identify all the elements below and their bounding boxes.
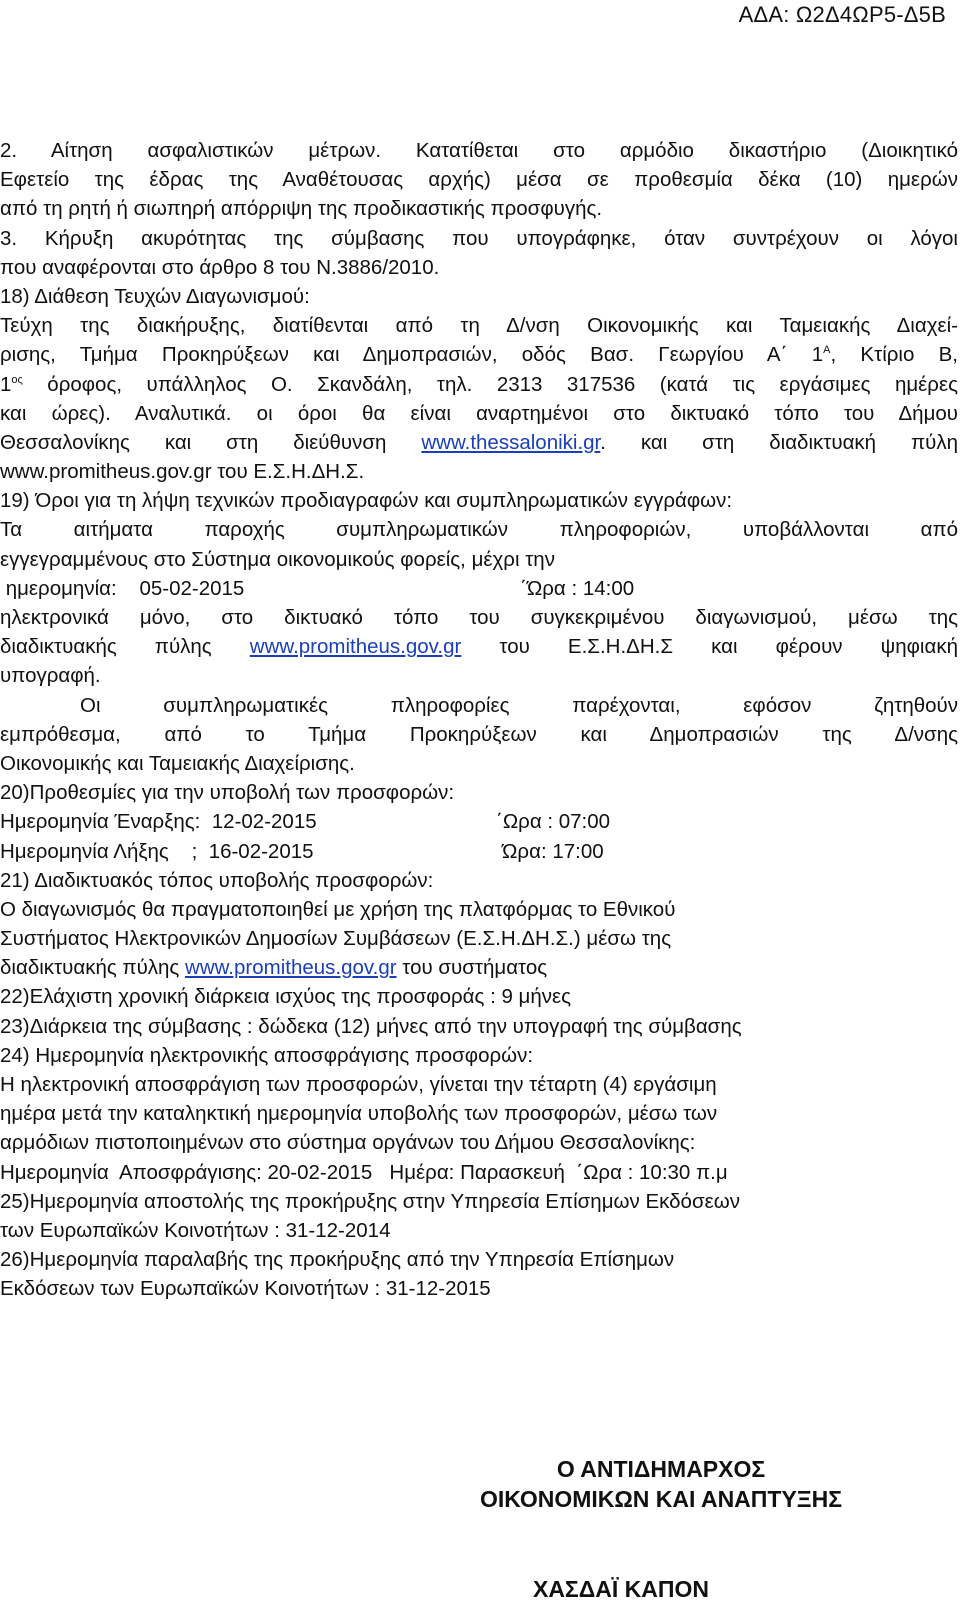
ada-code: ΑΔΑ: Ω2Δ4ΩΡ5-Δ5Β	[738, 2, 946, 27]
text-line: εγγεγραμμένους στο Σύστημα οικονομικούς φορείς, μέχρι την	[0, 547, 555, 571]
text-line	[0, 340, 958, 369]
superscript: ος	[11, 373, 23, 386]
text-line	[0, 632, 958, 661]
section-23-text: 23)Διάρκεια της σύμβασης : δώδεκα (12) μήνες από την υπογραφή της σύμβασης	[0, 1014, 742, 1038]
section-24-heading: 24) Ημερομηνία ηλεκτρονικής αποσφράγισης προσφορών:	[0, 1043, 534, 1067]
text-line: εμπρόθεσμα, από το Τμήμα Προκηρύξεων και Δημοπρασιών της Δ/νσης	[0, 722, 958, 746]
text-line	[0, 428, 958, 457]
section-21-heading: 21) Διαδικτυακός τόπος υποβολής προσφορών:	[0, 868, 434, 892]
text-fragment: του συστήματος	[396, 956, 548, 980]
start-date: Ημερομηνία Έναρξης: 12-02-2015	[0, 810, 317, 834]
text-fragment: ρισης, Τμήμα Προκηρύξεων και Δημοπρασιών, οδός Βασ. Γεωργίου Α΄ 1	[0, 343, 824, 367]
text-line: Η ηλεκτρονική αποσφράγιση των προσφορών, γίνεται την τέταρτη (4) εργάσιμη	[0, 1073, 717, 1096]
text-line: των Ευρωπαϊκών Κοινοτήτων : 31-12-2014	[0, 1218, 391, 1242]
text-line: ημέρα μετά την καταληκτική ημερομηνία υποβολής των προσφορών, μέσω των	[0, 1102, 718, 1126]
text-line: που αναφέρονται στο άρθρο 8 του Ν.3886/2010.	[0, 255, 440, 279]
text-line: Τεύχη της διακήρυξης, διατίθενται από τη Δ/νση Οικονομικής και Ταμειακής Διαχεί-	[0, 314, 958, 338]
text-line: ηλεκτρονικά μόνο, στο δικτυακό τόπο του συγκεκριμένου διαγωνισμού, μέσω της	[0, 606, 958, 629]
thessaloniki-link[interactable]: www.thessaloniki.gr	[421, 430, 601, 454]
text-line: Οι συμπληρωματικές πληροφορίες παρέχονται, εφόσον ζητηθούν	[80, 693, 958, 717]
text-line: Ο διαγωνισμός θα πραγματοποιηθεί με χρήση της πλατφόρμας το Εθνικού	[0, 897, 676, 921]
text-fragment: όροφος, υπάλληλος Ο. Σκανδάλη, τηλ. 2313 317536 (κατά τις εργάσιμες ημέρες	[22, 372, 958, 396]
text-fragment: Θεσσαλονίκης και στη διεύθυνση	[0, 430, 422, 454]
text-fragment: , Κτίριο Β,	[830, 343, 958, 367]
text-line: αρμόδιων πιστοποιημένων στο σύστημα οργάνων του Δήμου Θεσσαλονίκης:	[0, 1131, 696, 1155]
end-date: Ημερομηνία Λήξης ; 16-02-2015	[0, 839, 314, 863]
text-line	[0, 574, 958, 603]
section-25-text: 25)Ημερομηνία αποστολής της προκήρυξης στην Υπηρεσία Επίσημων Εκδόσεων	[0, 1189, 740, 1213]
text-line: Εφετείο της έδρας της Αναθέτουσας αρχής) μέσα σε προθεσμία δέκα (10) ημερών	[0, 168, 958, 192]
text-line	[0, 807, 958, 836]
section-26-text: 26)Ημερομηνία παραλαβής της προκήρυξης από την Υπηρεσία Επίσημων	[0, 1248, 675, 1272]
text-line: και ώρες). Αναλυτικά. οι όροι θα είναι αναρτημένοι στο δικτυακό τόπο του Δήμου	[0, 401, 958, 425]
promitheus-link[interactable]: www.promitheus.gov.gr	[249, 635, 462, 659]
signature-title-line1: Ο ΑΝΤΙΔΗΜΑΡΧΟΣ	[556, 1456, 766, 1482]
text-line: 2. Αίτηση ασφαλιστικών μέτρων. Κατατίθεται στο αρμόδιο δικαστήριο (Διοικητικό	[0, 139, 958, 162]
signature-name: ΧΑΣΔΑΪ ΚΑΠΟΝ	[532, 1576, 709, 1602]
opening-date-line: Ημερομηνία Αποσφράγισης: 20-02-2015 Ημέρα: Παρασκευή ΄Ωρα : 10:30 π.μ	[0, 1160, 728, 1184]
text-line: Τα αιτήματα παροχής συμπληρωματικών πληροφοριών, υποβάλλονται από	[0, 518, 958, 542]
text-line	[0, 953, 958, 982]
promitheus-link[interactable]: www.promitheus.gov.gr	[185, 956, 397, 980]
text-line: Εκδόσεων των Ευρωπαϊκών Κοινοτήτων : 31-12-2015	[0, 1277, 491, 1301]
section-19-heading: 19) Όροι για τη λήψη τεχνικών προδιαγραφών και συμπληρωματικών εγγράφων:	[0, 489, 733, 513]
text-fragment: διαδικτυακής πύλης	[0, 635, 250, 659]
section-18-heading: 18) Διάθεση Τευχών Διαγωνισμού:	[0, 284, 310, 308]
text-fragment: . και στη διαδικτυακή πύλη	[600, 430, 958, 454]
signature-title	[436, 1454, 886, 1514]
section-20-heading: 20)Προθεσμίες για την υποβολή των προσφορών:	[0, 781, 455, 805]
section-22-text: 22)Ελάχιστη χρονική διάρκεια ισχύος της προσφοράς : 9 μήνες	[0, 985, 572, 1009]
text-line	[0, 837, 958, 866]
text-line: από τη ρητή ή σιωπηρή απόρριψη της προδικαστικής προσφυγής.	[0, 197, 603, 221]
document-body	[0, 136, 958, 1304]
end-time: Ώρα: 17:00	[502, 839, 604, 863]
text-line: υπογραφή.	[0, 664, 101, 688]
text-line: Οικονομικής και Ταμειακής Διαχείρισης.	[0, 751, 355, 775]
deadline-time: ΄Ώρα : 14:00	[520, 576, 635, 600]
text-line: www.promitheus.gov.gr του Ε.Σ.Η.ΔΗ.Σ.	[0, 460, 365, 484]
text-line	[0, 370, 958, 399]
text-fragment: διαδικτυακής πύλης	[0, 956, 186, 980]
superscript: Α	[823, 344, 831, 357]
signature-title-line2: ΟΙΚΟΝΟΜΙΚΩΝ ΚΑΙ ΑΝΑΠΤΥΞΗΣ	[479, 1486, 842, 1512]
deadline-date: ημερομηνία: 05-02-2015	[0, 576, 245, 600]
text-line: Συστήματος Ηλεκτρονικών Δημοσίων Συμβάσεων (Ε.Σ.Η.ΔΗ.Σ.) μέσω της	[0, 927, 672, 951]
text-fragment: του Ε.Σ.Η.ΔΗ.Σ και φέρουν ψηφιακή	[461, 635, 958, 659]
text-line: 3. Κήρυξη ακυρότητας της σύμβασης που υπογράφηκε, όταν συντρέχουν οι λόγοι	[0, 226, 958, 250]
start-time: ΄Ωρα : 07:00	[496, 810, 611, 834]
text-fragment: 1	[0, 372, 12, 396]
